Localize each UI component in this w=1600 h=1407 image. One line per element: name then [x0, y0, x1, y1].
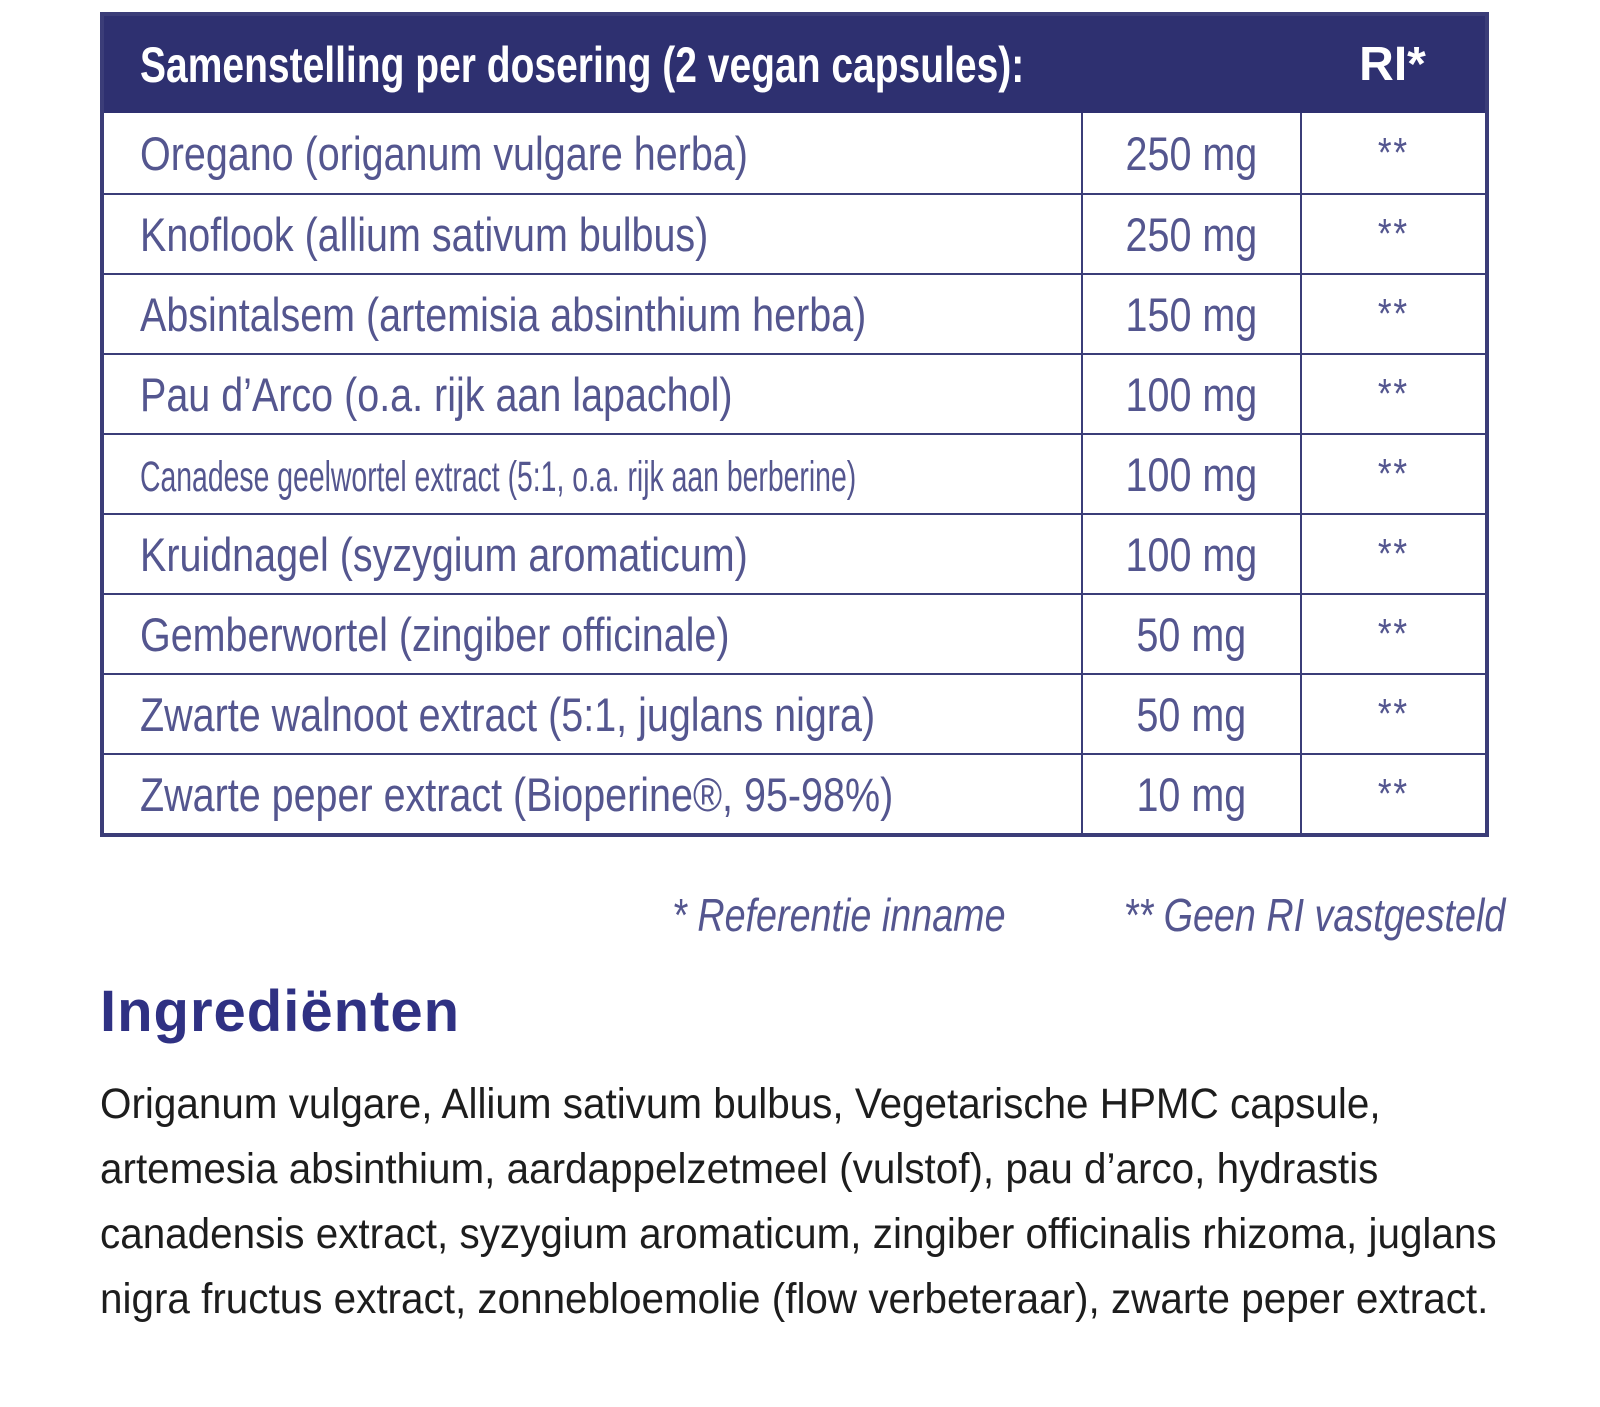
ingredient-name-text: Oregano (origanum vulgare herba): [140, 126, 748, 180]
ingredient-ri-text: **: [1378, 290, 1409, 337]
table-row: [104, 593, 1485, 673]
table-row: [104, 433, 1485, 513]
ingredient-name: [104, 126, 1081, 181]
ingredient-amount: [1081, 755, 1300, 833]
ingredient-name: [104, 447, 1081, 502]
ingredient-ri-text: **: [1378, 210, 1409, 257]
ingredient-name-text: Gemberwortel (zingiber officinale): [140, 607, 730, 661]
table-row: [104, 113, 1485, 193]
ingredient-amount-text: 100 mg: [1125, 367, 1258, 421]
ingredient-name: [104, 287, 1081, 342]
ingredient-name: [104, 527, 1081, 582]
ingredient-ri-text: **: [1378, 770, 1409, 817]
table-title: [104, 36, 1300, 94]
ingredient-ri: [1300, 195, 1485, 273]
ingredient-name: [104, 207, 1081, 262]
reference-intake-note: * Referentie inname: [672, 889, 1006, 941]
ingredient-ri-text: **: [1378, 450, 1409, 497]
ingredient-ri-text: **: [1378, 370, 1409, 417]
table-row: [104, 353, 1485, 433]
ingredient-amount: [1081, 515, 1300, 593]
ingredient-name-text: Pau d’Arco (o.a. rijk aan lapachol): [140, 367, 733, 421]
ingredients-text: Origanum vulgare, Allium sativum bulbus, Vegetarische HPMC capsule, artemesia absinthium, aardappelzetmeel (vulstof), pau d’arco, hydrastis canadensis extract, syzygium aromaticum, zingiber officinalis rhizoma, juglans nigra fructus extract, zonnebloemolie (flow verbeteraar), zwarte peper extract.: [100, 1080, 1497, 1323]
table-header: [104, 16, 1485, 113]
ingredient-amount-text: 10 mg: [1136, 767, 1247, 821]
ingredient-amount-text: 150 mg: [1125, 287, 1258, 341]
ingredient-ri: [1300, 755, 1485, 833]
ingredient-name-text: Zwarte peper extract (Bioperine®, 95-98%): [140, 767, 894, 821]
composition-table: [100, 12, 1489, 837]
ingredient-name: [104, 607, 1081, 662]
ingredient-amount-text: 100 mg: [1125, 527, 1258, 581]
ingredient-ri: [1300, 355, 1485, 433]
ingredient-ri: [1300, 435, 1485, 513]
ingredient-amount: [1081, 355, 1300, 433]
ingredient-amount-text: 250 mg: [1125, 126, 1258, 180]
ingredient-ri: [1300, 595, 1485, 673]
ingredient-amount: [1081, 195, 1300, 273]
ingredient-ri-text: **: [1378, 129, 1409, 176]
ingredient-name-text: Canadese geelwortel extract (5:1, o.a. rijk aan berberine): [140, 452, 857, 501]
ingredient-amount: [1081, 113, 1300, 193]
table-row: [104, 673, 1485, 753]
table-title-text: Samenstelling per dosering (2 vegan capsules):: [140, 36, 1025, 93]
table-row: [104, 193, 1485, 273]
ingredient-amount: [1081, 595, 1300, 673]
no-ri-note: ** Geen RI vastgesteld: [1123, 889, 1505, 941]
ingredient-ri-text: **: [1378, 610, 1409, 657]
table-row: [104, 273, 1485, 353]
ingredient-ri-text: **: [1378, 530, 1409, 577]
ingredient-amount-text: 100 mg: [1125, 447, 1258, 501]
ingredient-name-text: Knoflook (allium sativum bulbus): [140, 207, 709, 261]
ingredient-ri: [1300, 275, 1485, 353]
ingredient-ri: [1300, 675, 1485, 753]
ingredients-heading: Ingrediënten: [100, 979, 461, 1044]
ingredient-amount: [1081, 675, 1300, 753]
ingredient-amount-text: 250 mg: [1125, 207, 1258, 261]
ri-column-header: RI*: [1359, 38, 1426, 91]
ingredient-name-text: Kruidnagel (syzygium aromaticum): [140, 527, 748, 581]
ingredient-name: [104, 367, 1081, 422]
ingredient-ri-text: **: [1378, 690, 1409, 737]
ingredient-amount-text: 50 mg: [1136, 687, 1247, 741]
ingredient-amount: [1081, 275, 1300, 353]
footnotes: [102, 888, 1505, 942]
ingredient-ri: [1300, 113, 1485, 193]
ingredient-name-text: Zwarte walnoot extract (5:1, juglans nigra): [140, 687, 876, 741]
ingredient-name: [104, 687, 1081, 742]
ingredient-amount: [1081, 435, 1300, 513]
ingredient-ri: [1300, 515, 1485, 593]
table-row: [104, 753, 1485, 833]
ingredient-name: [104, 767, 1081, 822]
table-row: [104, 513, 1485, 593]
ingredient-name-text: Absintalsem (artemisia absinthium herba): [140, 287, 867, 341]
ingredient-amount-text: 50 mg: [1136, 607, 1247, 661]
